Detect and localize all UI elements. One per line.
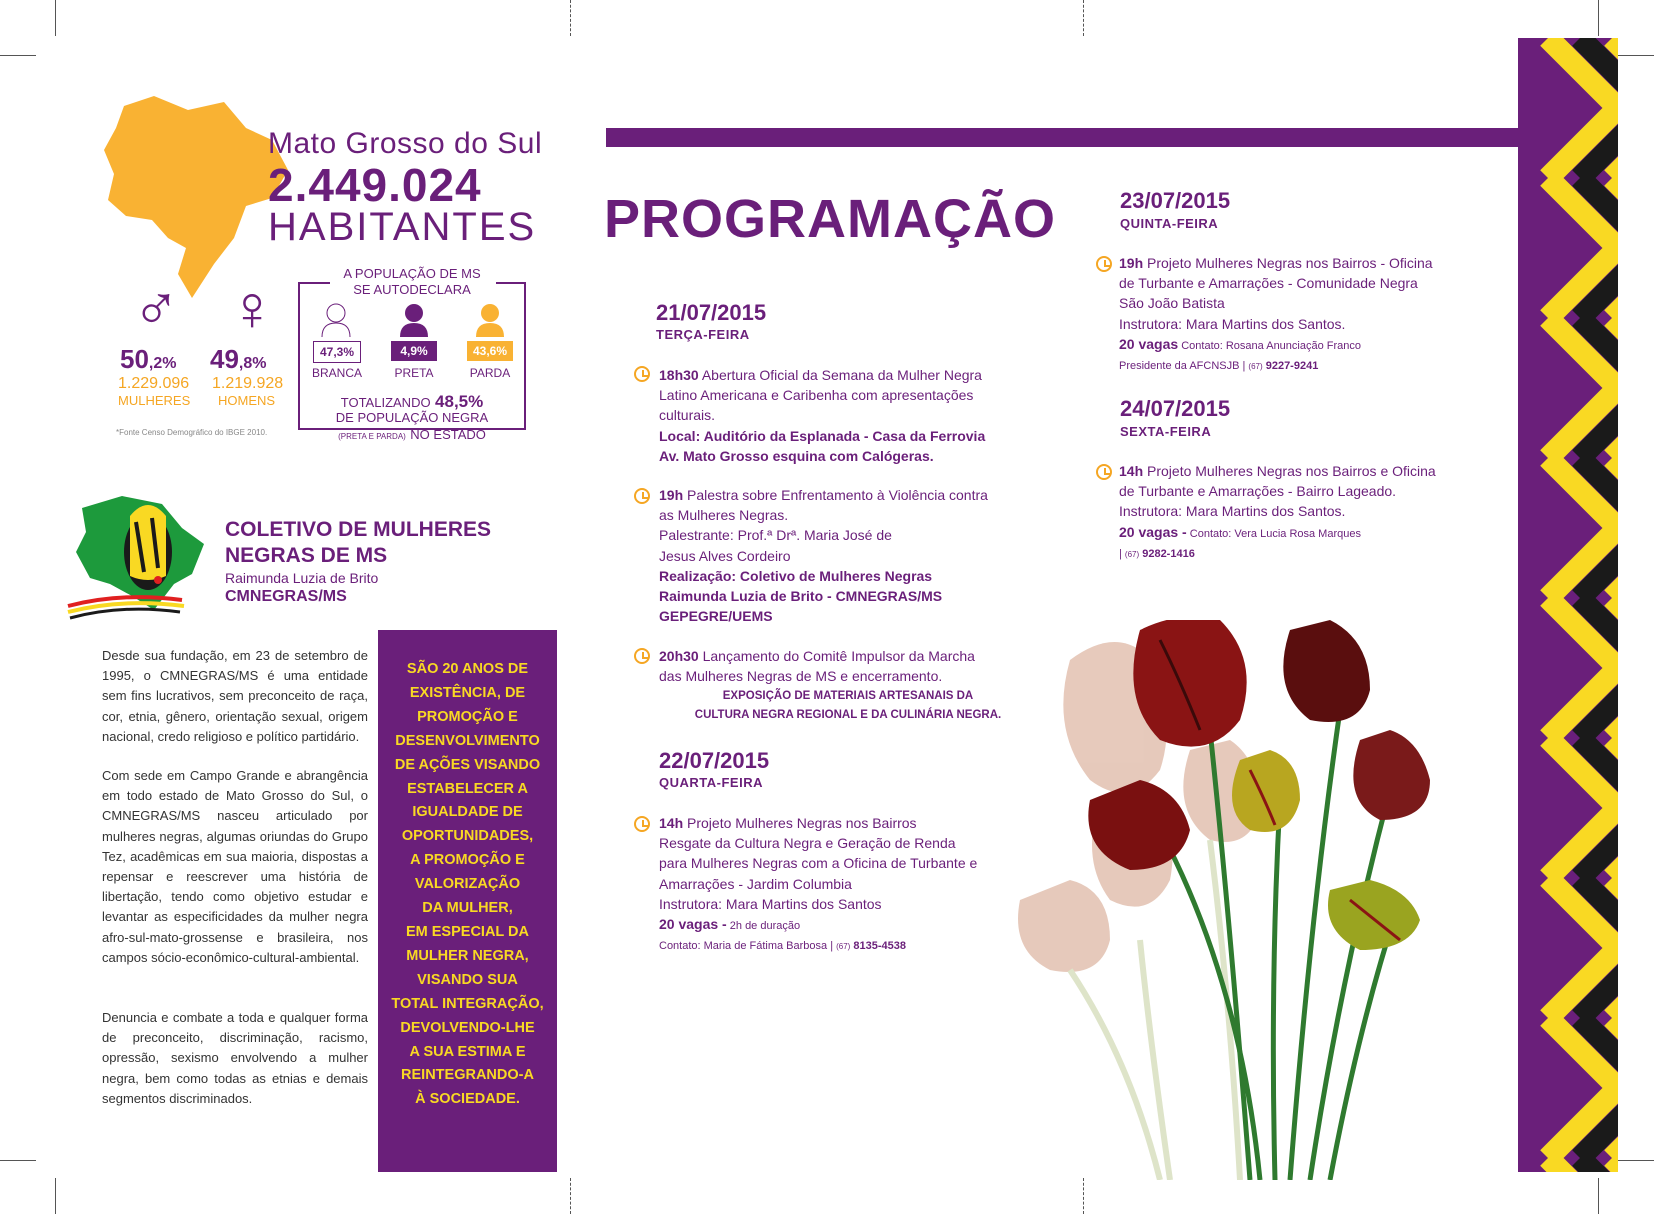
person-purple-icon [398, 303, 430, 337]
women-label: MULHERES [118, 393, 191, 408]
coletivo-name: COLETIVO DE MULHERES NEGRAS DE MS [225, 518, 492, 567]
branca-percentage: 47,3% [313, 341, 361, 363]
crop-mark [1618, 1160, 1654, 1161]
day4-date: 24/07/2015 [1120, 396, 1231, 421]
population-number: 2.449.024 [268, 159, 482, 211]
total-line2: DE POPULAÇÃO NEGRA [335, 410, 489, 425]
state-name: Mato Grosso do Sul [268, 127, 543, 160]
crop-mark [55, 1178, 56, 1214]
day4-event1: 14h Projeto Mulheres Negras nos Bairros e Oficina de Turbante e Amarrações - Bairro Lageado. Instrutora: Mara Martins dos Santos. 20 vagas - Contato: Vera Lucia Rosa Marques | (67) 9282-1416 [1119, 463, 1436, 560]
chevron-stripe [1612, 1158, 1618, 1172]
person-outline-icon [320, 303, 352, 337]
coletivo-logo [62, 488, 212, 620]
day1-date: 21/07/2015 [656, 300, 767, 325]
crop-mark [1618, 55, 1654, 56]
total-line1: TOTALIZANDO 48,5% [340, 392, 484, 411]
preta-label: PRETA [394, 366, 434, 380]
day1-event2: 19h Palestra sobre Enfrentamento à Violência contra as Mulheres Negras. Palestrante: Prof.ª Drª. Maria José de Jesus Alves Cordeiro Realização: Coletivo de Mulheres Negras Raimunda Luzia de Brito - CMNEGRAS/MS GEPEGRE/UEMS [659, 487, 988, 625]
coletivo-subtitle: Raimunda Luzia de Brito [225, 570, 379, 586]
crop-mark [1598, 0, 1599, 36]
women-count: 1.229.096 [118, 375, 190, 392]
branca-label: BRANCA [311, 366, 362, 380]
day3-date: 23/07/2015 [1120, 188, 1231, 213]
day1-event3: 20h30 Lançamento do Comitê Impulsor da Marcha das Mulheres Negras de MS e encerramento. [659, 648, 975, 685]
clock-icon [634, 816, 650, 832]
day2-weekday: QUARTA-FEIRA [659, 775, 763, 790]
day1-event1: 18h30 Abertura Oficial da Semana da Mulher Negra Latino Americana e Caribenha com apresentações culturais. Local: Auditório da Esplanada - Casa da Ferrovia Av. Mato Grosso esquina com Calógeras. [659, 367, 986, 464]
parda-percentage: 43,6% [467, 341, 513, 361]
crop-mark [1598, 1178, 1599, 1214]
total-line3: (PRETA E PARDA) NO ESTADO [338, 427, 486, 442]
clock-icon [1096, 256, 1112, 272]
female-symbol-icon: ♀ [228, 272, 276, 344]
ms-state-map [96, 88, 296, 298]
crop-mark [1083, 1178, 1084, 1214]
men-count: 1.219.928 [212, 375, 284, 392]
day3-weekday: QUINTA-FEIRA [1120, 216, 1219, 231]
day4-weekday: SEXTA-FEIRA [1120, 424, 1212, 439]
box-heading-line1: A POPULAÇÃO DE MS [343, 266, 481, 281]
program-title: PROGRAMAÇÃO [604, 189, 1056, 249]
coletivo-abbreviation: CMNEGRAS/MS [225, 588, 347, 605]
clock-icon [1096, 464, 1112, 480]
box-heading-line2: SE AUTODECLARA [353, 282, 471, 297]
preta-percentage: 4,9% [391, 341, 437, 361]
population-label: HABITANTES [268, 205, 537, 249]
day1-weekday: TERÇA-FEIRA [656, 327, 750, 342]
day2-date: 22/07/2015 [659, 748, 770, 773]
highlight-text: SÃO 20 ANOS DE EXISTÊNCIA, DE PROMOÇÃO E DESENVOLVIMENTO DE AÇÕES VISANDO ESTABELECER A IGUALDADE DE OPORTUNIDADES, A PROMOÇÃO E VALORIZAÇÃO DA MULHER, EM ESPECIAL DA MULHER NEGRA, VISANDO SUA TOTAL INTEGRAÇÃO, DEVOLVENDO-LHE A SUA ESTIMA E REINTEGRANDO-A À SOCIEDADE. [391, 661, 544, 1108]
header-bar [606, 128, 1518, 147]
day3-event1: 19h Projeto Mulheres Negras nos Bairros - Oficina de Turbante e Amarrações - Comunidade Negra São João Batista Instrutora: Mara Martins dos Santos. 20 vagas Contato: Rosana Anunciação Franco Presidente da AFCNSJB | (67) 9227-9241 [1119, 255, 1433, 373]
source-note: *Fonte Censo Demográfico do IBGE 2010. [116, 428, 268, 437]
about-paragraph-1: Desde sua fundação, em 23 de setembro de 1995, o CMNEGRAS/MS é uma entidade sem fins lucrativos, sem preconceito de raça, cor, etnia, gênero, orientação sexual, origem nacional, credo religioso e político partidário. [102, 648, 368, 744]
tulips-illustration [1010, 620, 1510, 1180]
crop-mark [570, 0, 571, 36]
parda-label: PARDA [469, 366, 511, 380]
male-symbol-icon: ♂ [132, 272, 180, 344]
day2-event1: 14h Projeto Mulheres Negras nos Bairros Resgate da Cultura Negra e Geração de Renda para Mulheres Negras com a Oficina de Turbante e Amarrações - Jardim Columbia Instrutora: Mara Martins dos Santos 20 vagas - 2h de duração Contato: Maria de Fátima Barbosa | (67) 8135-4538 [659, 815, 978, 953]
day1-exhibition-note: EXPOSIÇÃO DE MATERIAIS ARTESANAIS DA CULTURA NEGRA REGIONAL E DA CULINÁRIA NEGRA. [694, 690, 1002, 721]
clock-icon [634, 366, 650, 382]
men-label: HOMENS [218, 393, 276, 408]
about-paragraph-3: Denuncia e combate a toda e qualquer forma de preconceito, discriminação, racismo, opressão, sexismo envolvendo a mulher negra, bem como todas as etnias e demais segmentos discriminados. [102, 1010, 368, 1106]
crop-mark [55, 0, 56, 36]
crop-mark [1083, 0, 1084, 36]
person-orange-icon [474, 303, 506, 337]
crop-mark [0, 1160, 36, 1161]
crop-mark [0, 55, 36, 56]
crop-mark [570, 1178, 571, 1214]
chevron-border [1518, 38, 1618, 1172]
about-paragraph-2: Com sede em Campo Grande e abrangência em todo estado de Mato Grosso do Sul, o CMNEGRAS/MS nasceu articulado por mulheres negras, algumas oriundas do Grupo Tez, acadêmicas em sua maioria, dispostas a repensar e reescrever uma história de libertação, tendo como objetivo estudar e levantar as especificidades da mulher negra afro-sul-mato-grossense e brasileira, nos campos sócio-econômico-cultural-ambiental. [102, 768, 368, 965]
men-percentage: 49,8% [210, 344, 267, 374]
clock-icon [634, 488, 650, 504]
clock-icon [634, 648, 650, 664]
women-percentage: 50,2% [120, 344, 177, 374]
